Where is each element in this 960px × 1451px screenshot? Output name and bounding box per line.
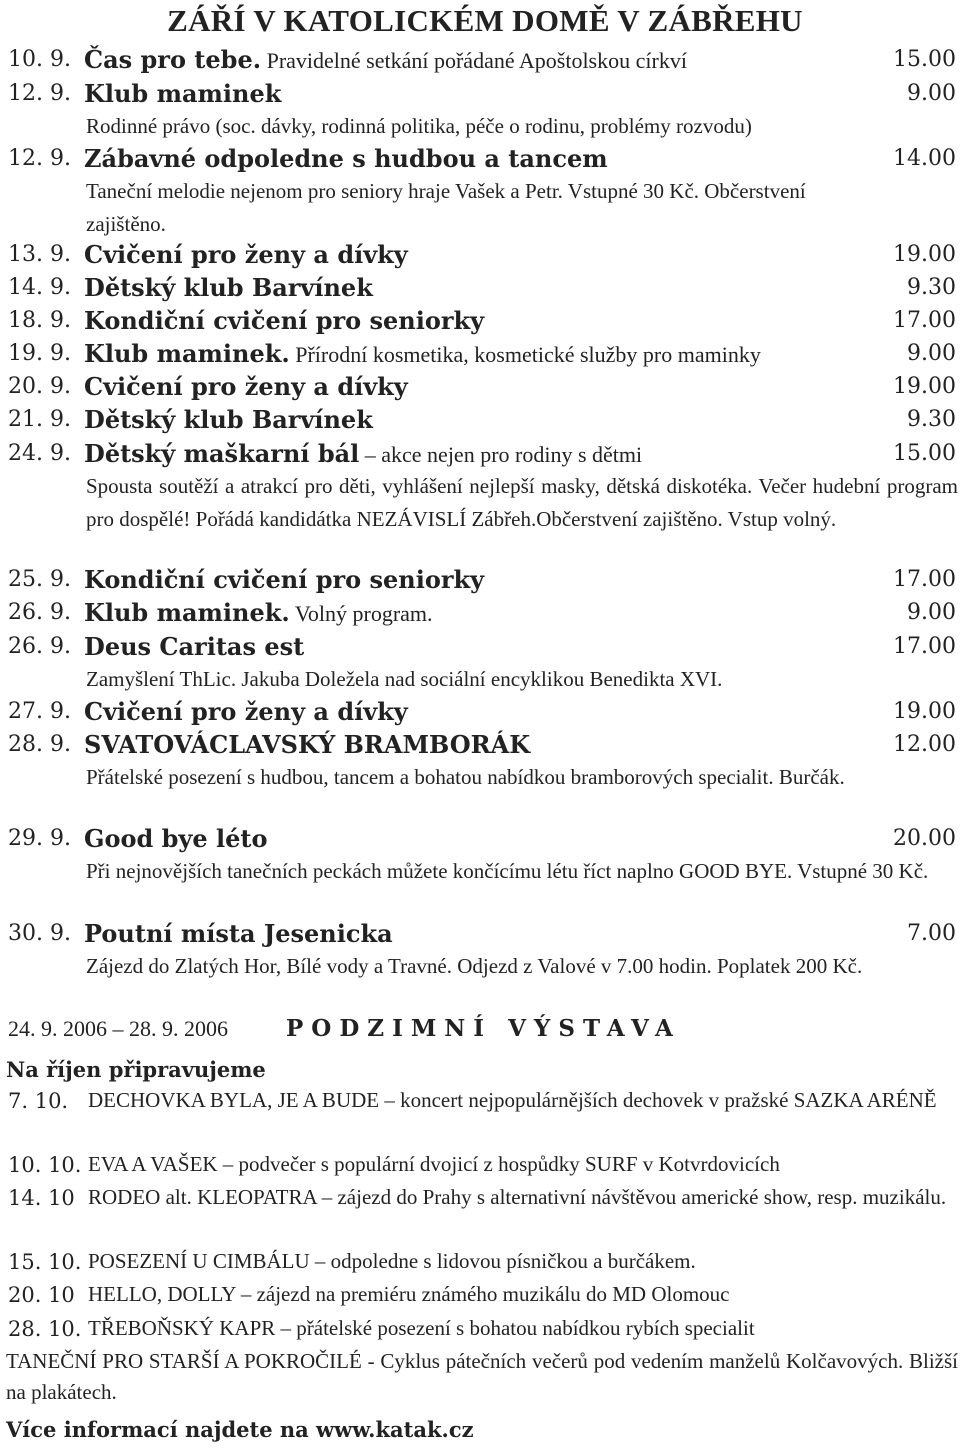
event-name: Dětský klub Barvínek <box>84 405 373 434</box>
event-extra: Pravidelné setkání pořádané Apoštolskou církví <box>261 48 687 73</box>
event-row <box>0 696 960 728</box>
event-time: 17.00 <box>893 567 956 592</box>
october-item-text: HELLO, DOLLY – zájezd na premiéru známého muzikálu do MD Olomouc <box>88 1282 730 1306</box>
event-row <box>0 564 960 596</box>
event-date: 21. 9. <box>8 407 71 432</box>
event-extra: Volný program. <box>289 601 433 626</box>
event-description: Zájezd do Zlatých Hor, Bílé vody a Travné. Odjezd z Valové v 7.00 hodin. Poplatek 200 Kč. <box>86 954 863 978</box>
event-name: Čas pro tebe. <box>84 45 262 74</box>
october-item-date: 7. 10. <box>8 1089 69 1113</box>
event-extra: – akce nejen pro rodiny s dětmi <box>359 442 643 467</box>
event-description: Zamyšlení ThLic. Jakuba Doležela nad sociální encyklikou Benedikta XVI. <box>86 667 723 691</box>
event-time: 17.00 <box>893 634 956 659</box>
october-item-text: EVA A VAŠEK – podvečer s populární dvojicí z hospůdky SURF v Kotvrdovicích <box>88 1152 780 1176</box>
event-date: 27. 9. <box>8 699 71 724</box>
october-item-text: RODEO alt. KLEOPATRA – zájezd do Prahy s alternativní návštěvou americké show, resp. muzikálu. <box>88 1185 947 1209</box>
event-time: 19.00 <box>893 242 956 267</box>
event-name: Zábavné odpoledne s hudbou a tancem <box>84 144 608 173</box>
event-time: 9.30 <box>907 275 956 300</box>
event-date: 29. 9. <box>8 826 71 851</box>
october-item-text: DECHOVKA BYLA, JE A BUDE – koncert nejpopulárnějších dechovek v pražské SAZKA ARÉNĚ <box>88 1088 937 1112</box>
event-name: SVATOVÁCLAVSKÝ BRAMBORÁK <box>84 730 531 759</box>
october-heading: Na říjen připravujeme <box>6 1057 266 1082</box>
event-date: 18. 9. <box>8 308 71 333</box>
event-name: Klub maminek. <box>84 598 290 627</box>
october-item-date: 15. 10. <box>8 1250 82 1274</box>
event-date: 24. 9. <box>8 441 71 466</box>
event-date: 25. 9. <box>8 567 71 592</box>
exhibition-title: PODZIMNÍ VÝSTAVA <box>286 1015 681 1042</box>
event-description: Spousta soutěží a atrakcí pro děti, vyhlášení nejlepší masky, dětská diskotéka. Večer hudební program pro dospělé! Pořádá kandidátka NEZÁVISLÍ Zábřeh.Občerstvení zajištěno. Vstup volný. <box>86 474 958 531</box>
event-row <box>0 338 960 370</box>
event-time: 7.00 <box>907 921 956 946</box>
event-time: 17.00 <box>893 308 956 333</box>
event-date: 14. 9. <box>8 275 71 300</box>
event-date: 26. 9. <box>8 634 71 659</box>
dance-course-text: TANEČNÍ PRO STARŠÍ A POKROČILÉ - Cyklus pátečních večerů pod vedením manželů Kolčavových. Bližší na plakátech. <box>6 1349 958 1404</box>
october-item-text: TŘEBOŇSKÝ KAPR – přátelské posezení s bohatou nabídkou rybích specialit <box>88 1316 755 1340</box>
event-name: Cvičení pro ženy a dívky <box>84 372 408 401</box>
event-name: Cvičení pro ženy a dívky <box>84 240 408 269</box>
event-time: 9.00 <box>907 81 956 106</box>
event-name: Dětský maškarní bál <box>84 439 360 468</box>
event-name: Kondiční cvičení pro seniorky <box>84 306 485 335</box>
event-row <box>0 143 960 175</box>
event-row <box>0 631 960 663</box>
event-date: 20. 9. <box>8 374 71 399</box>
event-time: 9.00 <box>907 341 956 366</box>
exhibition-row <box>0 1013 960 1045</box>
event-time: 9.30 <box>907 407 956 432</box>
event-name: Good bye léto <box>84 824 268 853</box>
event-name: Klub maminek <box>84 79 282 108</box>
event-date: 12. 9. <box>8 146 71 171</box>
event-row <box>0 729 960 761</box>
event-date: 30. 9. <box>8 921 71 946</box>
event-name: Klub maminek. <box>84 339 290 368</box>
event-row <box>0 78 960 110</box>
event-date: 28. 9. <box>8 732 71 757</box>
event-row <box>0 438 960 470</box>
october-item-text: POSEZENÍ U CIMBÁLU – odpoledne s lidovou písničkou a burčákem. <box>88 1249 696 1273</box>
event-row <box>0 239 960 271</box>
event-name: Deus Caritas est <box>84 632 305 661</box>
event-name: Dětský klub Barvínek <box>84 273 373 302</box>
event-name: Poutní místa Jesenicka <box>84 919 393 948</box>
event-description: Rodinné právo (soc. dávky, rodinná politika, péče o rodinu, problémy rozvodu) <box>86 114 752 138</box>
event-time: 14.00 <box>893 146 956 171</box>
event-date: 26. 9. <box>8 600 71 625</box>
event-row <box>0 823 960 855</box>
event-time: 19.00 <box>893 699 956 724</box>
event-row <box>0 305 960 337</box>
page-title: ZÁŘÍ V KATOLICKÉM DOMĚ V ZÁBŘEHU <box>167 3 803 38</box>
event-row <box>0 597 960 629</box>
event-description: Taneční melodie nejenom pro seniory hraje Vašek a Petr. Vstupné 30 Kč. Občerstvení zajištěno. <box>86 179 806 236</box>
event-name: Cvičení pro ženy a dívky <box>84 697 408 726</box>
october-item-date: 20. 10 <box>8 1283 75 1307</box>
event-row <box>0 44 960 76</box>
event-time: 15.00 <box>893 47 956 72</box>
event-date: 10. 9. <box>8 47 71 72</box>
event-time: 15.00 <box>893 441 956 466</box>
event-time: 19.00 <box>893 374 956 399</box>
event-row <box>0 918 960 950</box>
event-time: 9.00 <box>907 600 956 625</box>
event-time: 20.00 <box>893 826 956 851</box>
event-row <box>0 272 960 304</box>
event-date: 13. 9. <box>8 242 71 267</box>
event-name: Kondiční cvičení pro seniorky <box>84 565 485 594</box>
event-extra: Přírodní kosmetika, kosmetické služby pro maminky <box>289 342 761 367</box>
event-row <box>0 404 960 436</box>
event-row <box>0 371 960 403</box>
october-item-date: 14. 10 <box>8 1186 75 1210</box>
event-date: 12. 9. <box>8 81 71 106</box>
event-time: 12.00 <box>893 732 956 757</box>
event-description: Přátelské posezení s hudbou, tancem a bohatou nabídkou bramborových specialit. Burčák. <box>86 765 845 789</box>
october-item-date: 28. 10. <box>8 1317 82 1341</box>
october-item-date: 10. 10. <box>8 1153 82 1177</box>
event-date: 19. 9. <box>8 341 71 366</box>
more-info-text: Více informací najdete na www.katak.cz <box>6 1417 474 1442</box>
event-description: Při nejnovějších tanečních peckách můžete končícímu létu říct naplno GOOD BYE. Vstupné 30 Kč. <box>86 859 929 883</box>
exhibition-dates: 24. 9. 2006 – 28. 9. 2006 <box>8 1016 228 1041</box>
